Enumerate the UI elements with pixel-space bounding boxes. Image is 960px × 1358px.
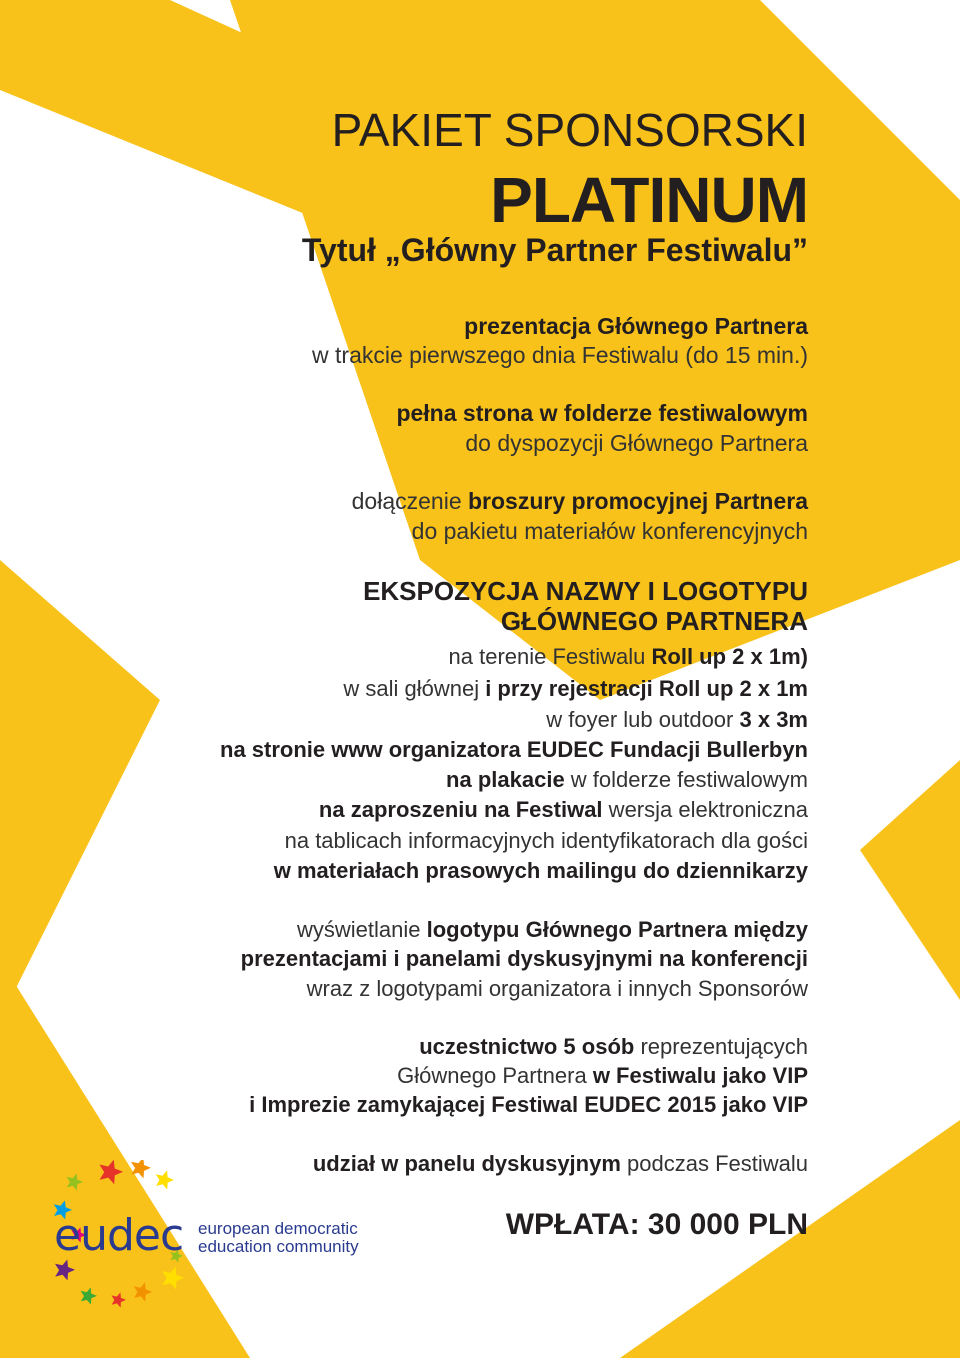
logo-star-icon (67, 1173, 83, 1190)
logo-display-line-2: prezentacjami i panelami dyskusyjnymi na konferencji (240, 946, 808, 971)
exposition-row-7: na tablicach informacyjnych identyfikatorach dla gości (284, 828, 808, 853)
logo-display-line-3: wraz z logotypami organizatora i innych Sponsorów (306, 976, 808, 1001)
full-page-bold: pełna strona w folderze festiwalowym (396, 400, 808, 426)
exposition-row-8: w materiałach prasowych mailingu do dziennikarzy (273, 858, 808, 883)
exposition-heading-1: EKSPOZYCJA NAZWY I LOGOTYPU (363, 576, 808, 606)
title-sponsor-package: PAKIET SPONSORSKI (331, 104, 808, 156)
title-platinum: PLATINUM (490, 164, 808, 236)
exposition-row-4: na stronie www organizatora EUDEC Fundacji Bullerbyn (220, 737, 808, 762)
row6-light: wersja elektroniczna (602, 797, 808, 822)
payment-amount: WPŁATA: 30 000 PLN (505, 1208, 808, 1241)
logo-display-line-1 (297, 917, 808, 943)
brochure-bold: broszury promocyjnej Partnera (468, 488, 808, 514)
row6-bold: na zaproszeniu na Festiwal (318, 797, 603, 822)
eudec-subtitle-line-2: education community (198, 1237, 359, 1256)
panel-bold: udział w panelu dyskusyjnym (312, 1151, 621, 1176)
logo-star-icon (134, 1282, 152, 1301)
logo-display-bold: logotypu Głównego Partnera między (426, 917, 808, 942)
vip-bold-2: w Festiwalu jako VIP (592, 1063, 808, 1088)
logo-display-light: wyświetlanie (297, 917, 427, 942)
eudec-subtitle (198, 1220, 359, 1256)
logo-star-icon (99, 1160, 123, 1184)
exposition-row-3 (546, 707, 808, 733)
row2-bold: i przy rejestracji Roll up 2 x 1m (485, 676, 808, 701)
vip-line-1 (419, 1034, 808, 1060)
brochure-line-1 (352, 488, 808, 515)
exposition-row-6 (319, 797, 808, 823)
vip-line-3: i Imprezie zamykającej Festiwal EUDEC 2015 jako VIP (249, 1092, 808, 1117)
presentation-bold: prezentacja Głównego Partnera (464, 313, 808, 339)
vip-line-2 (397, 1063, 808, 1089)
exposition-row-5 (446, 767, 808, 793)
vip-light-2: Głównego Partnera (397, 1063, 593, 1088)
logo-star-icon (55, 1260, 75, 1281)
eudec-subtitle-line-1: european democratic (198, 1219, 358, 1238)
row1-light: na terenie Festiwalu (448, 644, 652, 669)
exposition-row-2 (343, 676, 808, 702)
vip-bold-1: uczestnictwo 5 osób (419, 1034, 635, 1059)
logo-star-icon (131, 1160, 151, 1178)
logo-star-icon (81, 1287, 97, 1304)
panel-line (313, 1151, 808, 1177)
row3-bold: 3 x 3m (739, 707, 808, 732)
logo-star-icon (162, 1267, 184, 1290)
logo-star-icon (112, 1292, 127, 1307)
panel-light: podczas Festiwalu (620, 1151, 808, 1176)
row3-light: w foyer lub outdoor (546, 707, 740, 732)
eudec-wordmark: eudec (54, 1210, 184, 1261)
row5-bold: na plakacie (446, 767, 565, 792)
presentation-light: w trakcie pierwszego dnia Festiwalu (do 15 min.) (312, 342, 808, 368)
vip-light-1: reprezentujących (634, 1034, 808, 1059)
logo-star-icon (156, 1170, 174, 1189)
brochure-light: dołączenie (351, 488, 468, 514)
full-page-light: do dyspozycji Głównego Partnera (465, 430, 808, 456)
row5-light: w folderze festiwalowym (564, 767, 808, 792)
exposition-row-1 (449, 644, 808, 670)
exposition-heading-2: GŁÓWNEGO PARTNERA (500, 606, 808, 636)
brochure-line-2: do pakietu materiałów konferencyjnych (411, 518, 808, 544)
row1-bold: Roll up 2 x 1m) (651, 644, 808, 669)
row2-light: w sali głównej (343, 676, 486, 701)
title-main-partner: Tytuł „Główny Partner Festiwalu” (301, 232, 808, 268)
